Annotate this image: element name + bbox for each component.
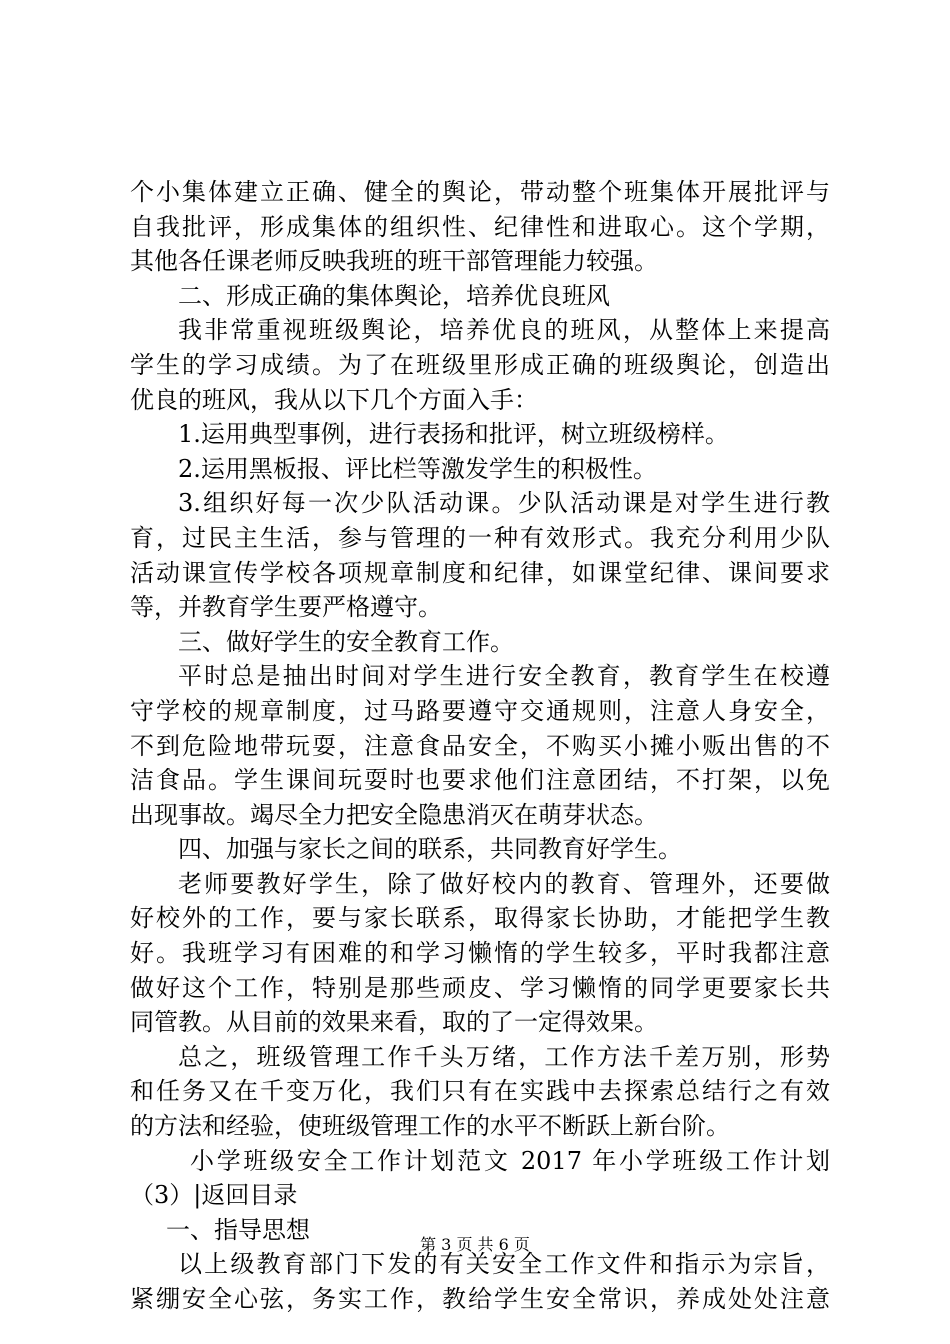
text-line: 二、形成正确的集体舆论，培养优良班风	[178, 281, 610, 310]
text-line: 小学班级安全工作计划范文 2017 年小学班级工作计划	[190, 1146, 830, 1175]
text-line: 等，并教育学生要严格遵守。	[130, 593, 442, 622]
text-line: 平时总是抽出时间对学生进行安全教育，教育学生在校遵	[178, 662, 830, 691]
text-line: 其他各任课老师反映我班的班干部管理能力较强。	[130, 247, 658, 276]
text-line: 做好这个工作，特别是那些顽皮、学习懒惰的同学更要家长共	[130, 973, 830, 1002]
text-line: 四、加强与家长之间的联系，共同教育好学生。	[178, 835, 682, 864]
text-line: 2.运用黑板报、评比栏等激发学生的积极性。	[178, 454, 657, 483]
text-line: 好。我班学习有困难的和学习懒惰的学生较多，平时我都注意	[130, 939, 830, 968]
text-line: （3）|返回目录	[130, 1181, 298, 1210]
text-line: 和任务又在千变万化，我们只有在实践中去探索总结行之有效	[130, 1077, 830, 1106]
text-line: 一、指导思想	[166, 1215, 310, 1244]
text-line: 出现事故。竭尽全力把安全隐患消灭在萌芽状态。	[130, 800, 658, 829]
text-line: 三、做好学生的安全教育工作。	[178, 627, 514, 656]
document-body	[130, 175, 830, 1317]
text-line: 紧绷安全心弦，务实工作，教给学生安全常识，养成处处注意	[130, 1285, 830, 1313]
text-line: 自我批评，形成集体的组织性、纪律性和进取心。这个学期，	[130, 212, 830, 241]
text-line: 的方法和经验，使班级管理工作的水平不断跃上新台阶。	[130, 1112, 730, 1141]
text-line: 同管教。从目前的效果来看，取的了一定得效果。	[130, 1008, 658, 1037]
text-line: 育，过民主生活，参与管理的一种有效形式。我充分利用少队	[130, 523, 830, 552]
page-footer: 第 3 页 共 6 页	[420, 1235, 530, 1254]
text-line: 1.运用典型事例，进行表扬和批评，树立班级榜样。	[178, 420, 729, 449]
text-line: 活动课宣传学校各项规章制度和纪律，如课堂纪律、课间要求	[130, 558, 830, 587]
text-line: 优良的班风，我从以下几个方面入手：	[130, 385, 538, 414]
text-line: 以上级教育部门下发的有关安全工作文件和指示为宗旨，	[178, 1250, 830, 1279]
text-line: 3.组织好每一次少队活动课。少队活动课是对学生进行教	[178, 489, 830, 518]
text-line: 我非常重视班级舆论，培养优良的班风，从整体上来提高	[178, 316, 830, 345]
text-line: 不到危险地带玩耍，注意食品安全，不购买小摊小贩出售的不	[130, 731, 830, 760]
text-line: 个小集体建立正确、健全的舆论，带动整个班集体开展批评与	[130, 178, 830, 206]
text-line: 总之，班级管理工作千头万绪，工作方法千差万别，形势	[178, 1042, 830, 1071]
text-line: 老师要教好学生，除了做好校内的教育、管理外，还要做	[178, 869, 830, 898]
text-line: 学生的学习成绩。为了在班级里形成正确的班级舆论，创造出	[130, 350, 830, 379]
text-line: 守学校的规章制度，过马路要遵守交通规则，注意人身安全，	[130, 696, 830, 725]
text-line: 好校外的工作，要与家长联系，取得家长协助，才能把学生教	[130, 904, 830, 933]
text-line: 洁食品。学生课间玩耍时也要求他们注意团结，不打架，以免	[130, 766, 830, 795]
